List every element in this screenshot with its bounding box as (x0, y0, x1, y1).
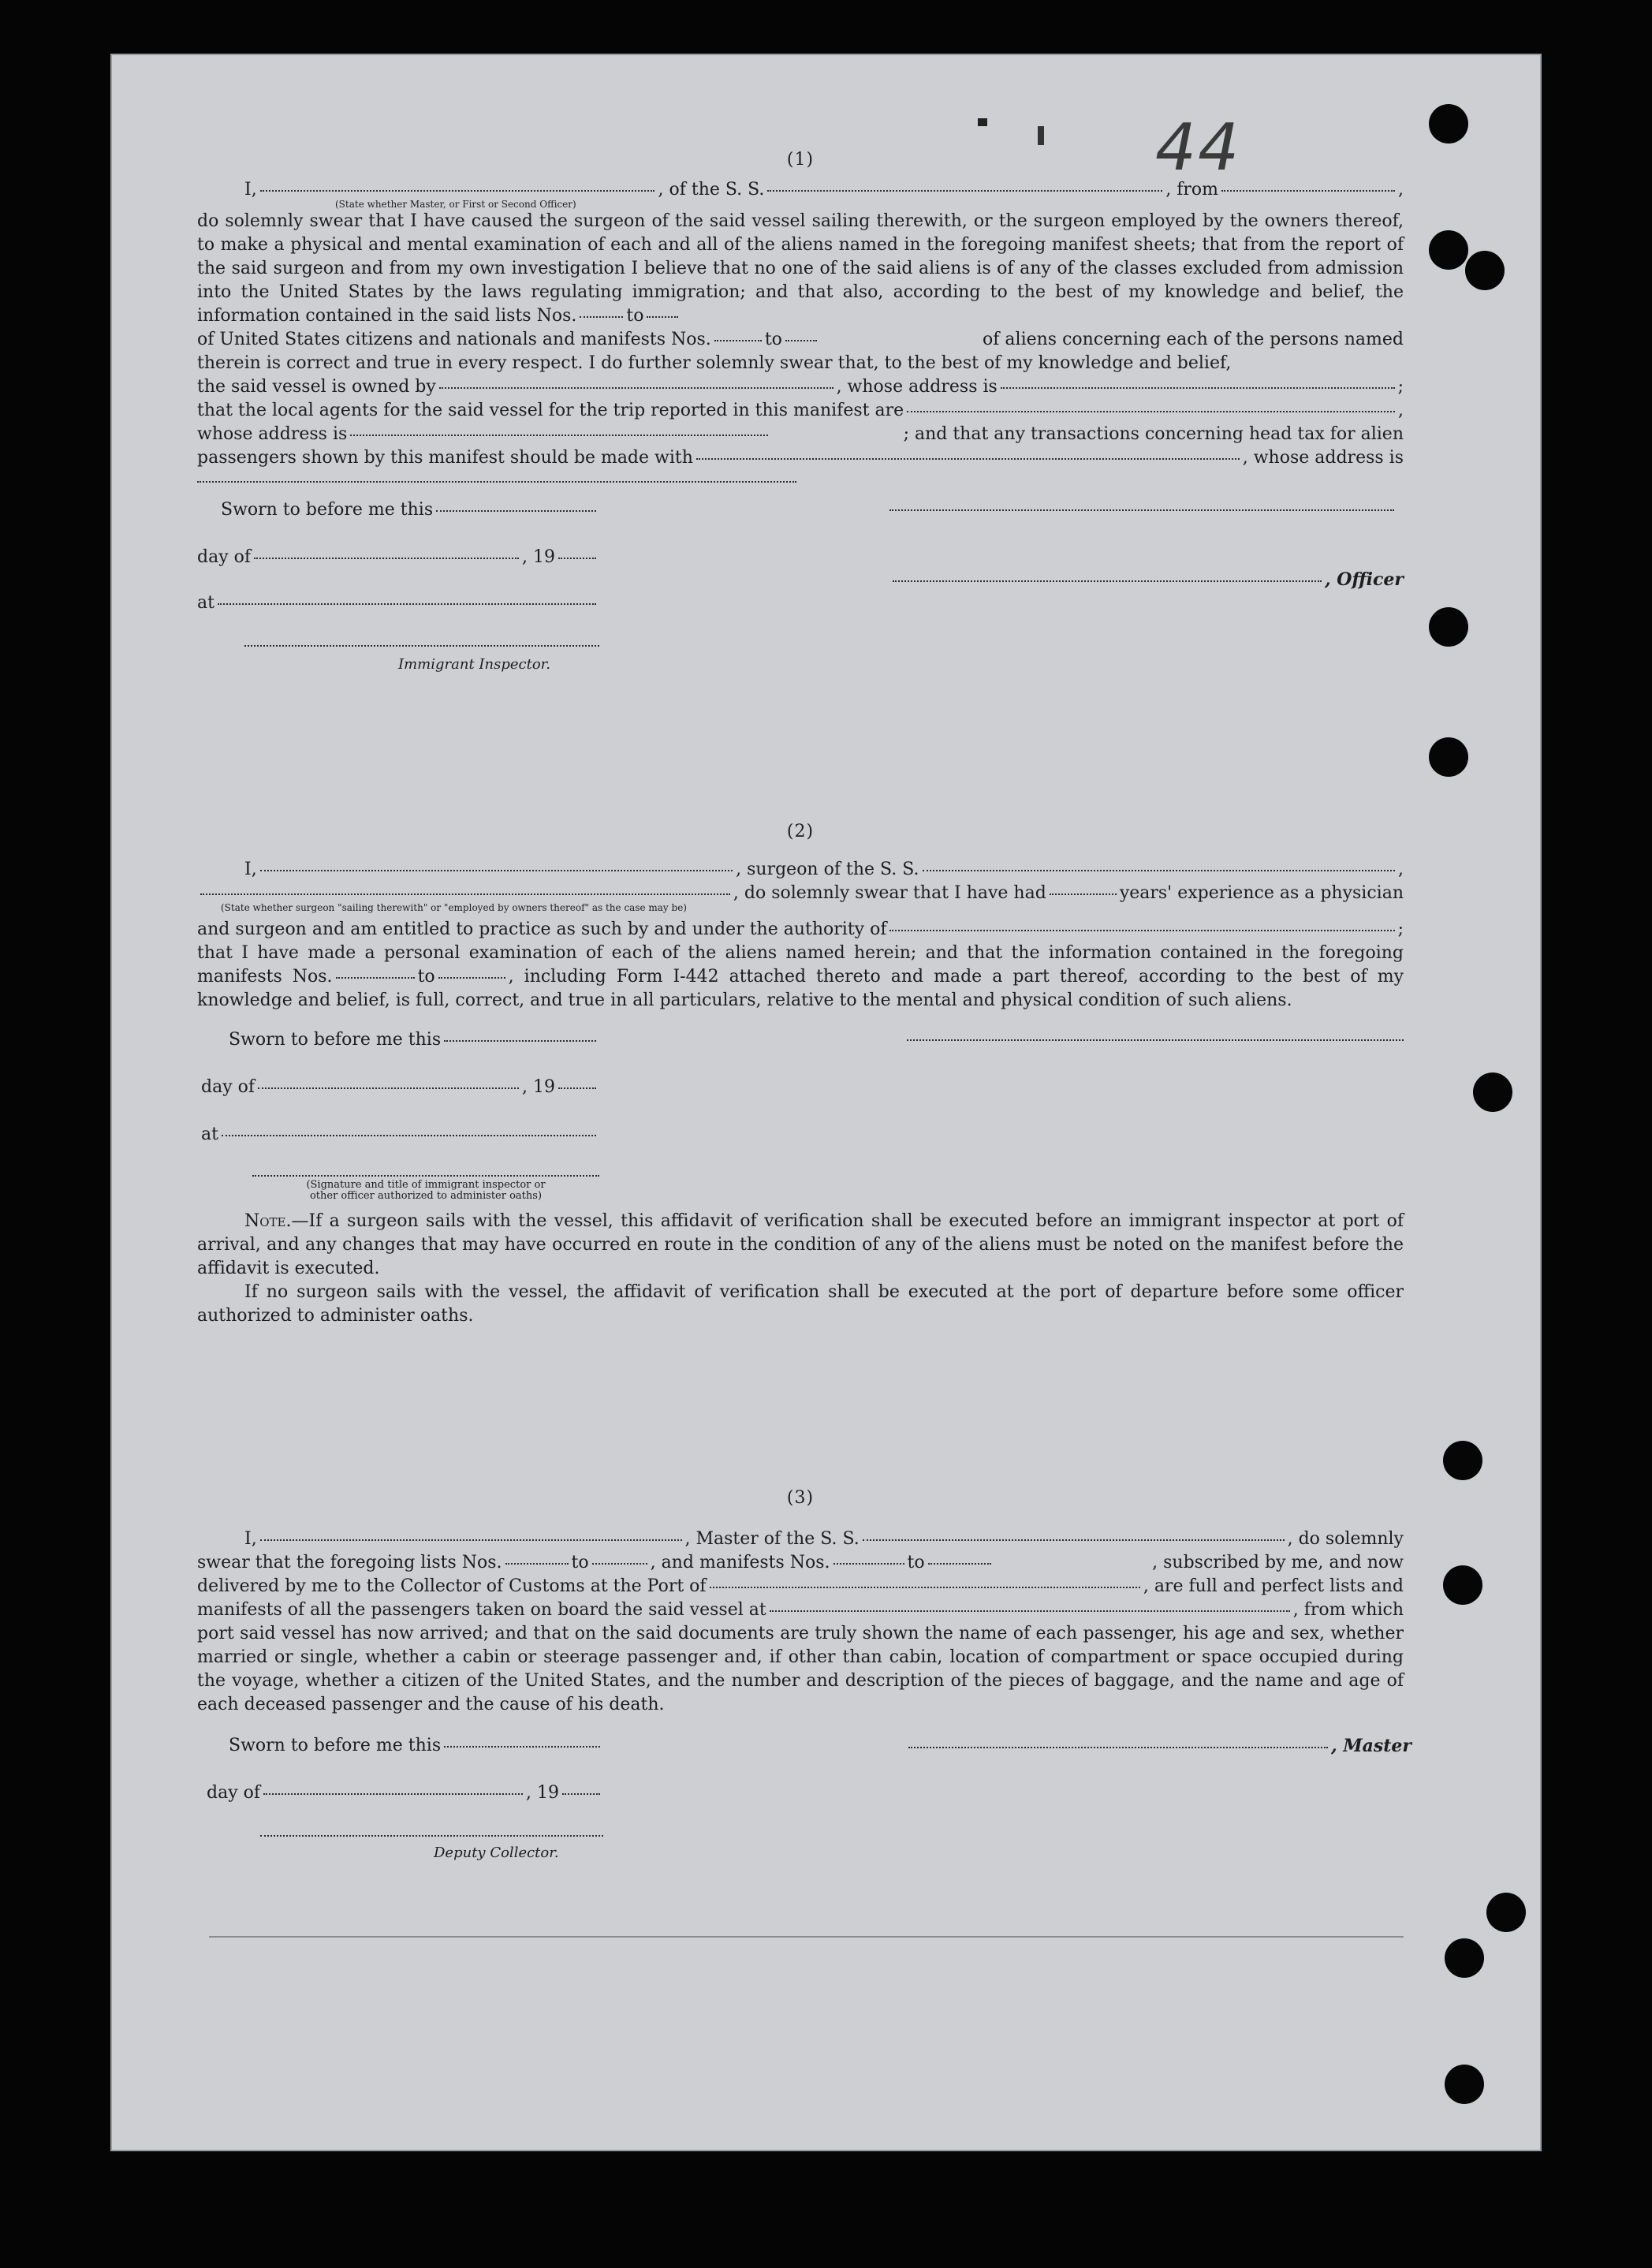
label-entitled: and surgeon and am entitled to practice as such by and under the authority of (197, 920, 887, 939)
note-paragraph (197, 1210, 1404, 1281)
owner-address-field[interactable] (1001, 387, 1395, 389)
label-from-which: , from which (1292, 1600, 1404, 1620)
master-vessel-field[interactable] (863, 1539, 1285, 1541)
label-do-solemnly: , do solemnly (1287, 1529, 1404, 1549)
head-tax-address-field[interactable] (197, 470, 796, 483)
lists-line (197, 1551, 1404, 1575)
inspector-signature-field[interactable] (244, 645, 599, 647)
section-number: (1) (786, 150, 815, 170)
signature-note-line: other officer authorized to administer oaths) (309, 1190, 543, 1202)
label-surgeon-of: , surgeon of the S. S. (736, 860, 919, 879)
year-field[interactable] (558, 558, 596, 559)
label-sworn: Sworn to before me this (229, 1030, 442, 1050)
label-delivered: delivered by me to the Collector of Customs at the Port of (197, 1576, 707, 1596)
sworn-place-field[interactable] (218, 603, 596, 605)
local-agents-field[interactable] (907, 411, 1395, 412)
officer-note: (State whether Master, or First or Second Officer) (335, 199, 576, 210)
manifests-from-field[interactable] (336, 977, 415, 979)
signature-note-line: (Signature and title of immigrant inspector or (306, 1179, 546, 1191)
years-field[interactable] (1050, 893, 1117, 895)
sworn-day-field[interactable] (436, 510, 596, 512)
note-label: Note. (244, 1211, 292, 1231)
punch-hole (1486, 1893, 1526, 1932)
surgeon-vessel-field[interactable] (923, 870, 1395, 871)
surgeon-line: I, , surgeon of the S. S. , (197, 858, 1404, 882)
label-us-citizens: of United States citizens and nationals and manifests Nos. (197, 330, 711, 349)
label-to: to (417, 967, 435, 987)
label-to: to (907, 1553, 925, 1572)
officer-title-field[interactable] (893, 580, 1322, 582)
label-day-of: day of (197, 547, 252, 567)
lists-to-field[interactable] (647, 316, 678, 318)
label-immigrant-inspector: Immigrant Inspector. (398, 656, 551, 673)
agents-line: that the local agents for the said vessel for the trip reported in this manifest are , (197, 399, 1404, 423)
label-sworn: Sworn to before me this (221, 500, 434, 520)
affidavit-section-2 (197, 820, 1404, 1328)
note-text: —If a surgeon sails with the vessel, this affidavit of verification shall be executed before an immigrant inspector at port of arrival, and any changes that may have occurred en route in the condition of any of the aliens must be noted on the manifest before the affidavit is executed. (197, 1211, 1404, 1278)
agents-address-line (197, 423, 1404, 446)
from-port-field[interactable] (1221, 190, 1395, 192)
master-oath-text: port said vessel has now arrived; and that on the said documents are truly shown the name of each passenger, his age and sex, whether married or single, whether a cabin or steerage passenger and, if other than cabin, location of compartment or space occupied during the voyage, whether a citizen of the United States, and the number and description of the pieces of baggage, and the name and age of each deceased passenger and the cause of his death. (197, 1624, 1404, 1714)
section-number: (2) (786, 822, 815, 841)
punch-hole (1429, 104, 1468, 144)
manifests-line (197, 328, 1404, 352)
oath-text: do solemnly swear that I have caused the surgeon of the said vessel sailing therewith, or the surgeon employed by the owners thereof, to make a physical and mental examination of each and all of the aliens named in the foregoing manifest sheets; that from the report of the said surgeon and from my own investigation I believe that no one of the said aliens is of any of the classes excluded from admission into the United States by the laws regulating immigration; and that also, according to the best of my knowledge and belief, the information contained in the said lists Nos. (197, 211, 1404, 326)
bottom-rule (209, 1936, 1404, 1938)
lists-from-field[interactable] (580, 316, 623, 318)
label-officer: , Officer (1324, 569, 1404, 590)
therein-text: therein is correct and true in every respect. I do further solemnly swear that, to the best of my knowledge and belief, (197, 353, 1232, 373)
affidavit-section-1 (197, 148, 1404, 688)
affidavit-section-3 (197, 1487, 1411, 1876)
surgeon-oath-text: that I have made a personal examination of each of the aliens named herein; and that the information contained in the foregoing manifests Nos. (197, 943, 1404, 987)
label-19: , 19 (526, 1783, 559, 1803)
label-owned-by: the said vessel is owned by (197, 377, 436, 397)
label-deputy-collector: Deputy Collector. (434, 1845, 559, 1861)
label-swear-lists: swear that the foregoing lists Nos. (197, 1553, 502, 1572)
authority-field[interactable] (889, 930, 1394, 931)
master-signature-field[interactable] (908, 1747, 1328, 1748)
vessel-name-field[interactable] (767, 190, 1162, 192)
master-line (197, 1528, 1404, 1551)
port-field[interactable] (710, 1587, 1140, 1588)
label-master-of: , Master of the S. S. (684, 1529, 860, 1549)
officer-line: I, , of the S. S. , from , (197, 178, 1404, 202)
manifests-from-field[interactable] (714, 340, 762, 341)
sworn-day-field[interactable] (444, 1040, 596, 1042)
punch-hole (1445, 1938, 1484, 1978)
boarded-line (197, 1598, 1404, 1622)
manifests-to-field[interactable] (785, 340, 817, 341)
ink-mark (978, 118, 987, 126)
label-to: to (571, 1553, 589, 1572)
agents-address-field[interactable] (350, 435, 768, 436)
surgeon-signature-field[interactable] (907, 1039, 1404, 1041)
lists-to-field[interactable] (592, 1563, 647, 1565)
label-to: to (626, 306, 644, 326)
inspector-signature-field[interactable] (252, 1175, 599, 1177)
manifests-to-field[interactable] (928, 1563, 991, 1565)
departure-port-field[interactable] (770, 1610, 1290, 1612)
label-whose-address: , whose address is (1242, 448, 1404, 468)
signature-note (252, 1180, 599, 1202)
label-passengers: passengers shown by this manifest should be made with (197, 448, 693, 468)
officer-signature-field[interactable] (889, 509, 1394, 511)
officer-name-field[interactable] (260, 190, 655, 192)
delivered-line (197, 1575, 1404, 1598)
label-and-manifests: , and manifests Nos. (650, 1553, 830, 1572)
punch-hole (1429, 230, 1468, 270)
punch-hole (1443, 1565, 1482, 1605)
head-tax-party-field[interactable] (696, 458, 1240, 460)
label-full-perfect: , are full and perfect lists and (1143, 1576, 1404, 1596)
collector-signature-field[interactable] (260, 1835, 603, 1837)
label-whose-address: , whose address is (836, 377, 998, 397)
year-field[interactable] (558, 1087, 596, 1089)
label-day-of: day of (207, 1783, 261, 1803)
label-whose-address: whose address is (197, 424, 348, 444)
label-day-of: day of (201, 1077, 255, 1097)
label-of-ss: , of the S. S. (658, 180, 765, 200)
label-sworn: Sworn to before me this (229, 1736, 442, 1755)
ink-mark (1038, 126, 1044, 145)
surgeon-name-field[interactable] (260, 870, 733, 871)
sworn-place-field[interactable] (222, 1135, 596, 1136)
label-manifests-all: manifests of all the passengers taken on board the said vessel at (197, 1600, 766, 1620)
day-month-field[interactable] (254, 558, 519, 559)
punch-hole (1473, 1072, 1512, 1112)
year-field[interactable] (562, 1793, 600, 1795)
manifests-to-field[interactable] (438, 977, 505, 979)
label-19: , 19 (522, 547, 555, 567)
sworn-day-field[interactable] (444, 1746, 600, 1748)
label-years-experience: years' experience as a physician (1119, 883, 1404, 903)
label-i: I, (244, 1529, 257, 1549)
surgeon-oath-text-2: , including Form I-442 attached thereto and made a part thereof, according to the best of my knowledge and belief, is full, correct, and true in all particulars, relative to the mental and physical condition of such aliens. (197, 967, 1404, 1010)
punch-hole (1429, 607, 1468, 647)
label-from: , from (1165, 180, 1218, 200)
label-i: I, (244, 180, 257, 200)
punch-hole (1429, 737, 1468, 777)
label-to: to (764, 330, 782, 349)
section-number: (3) (786, 1488, 815, 1508)
authority-line: and surgeon and am entitled to practice as such by and under the authority of ; (197, 918, 1404, 942)
label-i: I, (244, 860, 257, 879)
punch-hole (1465, 251, 1505, 290)
label-local-agents: that the local agents for the said vessel for the trip reported in this manifest are (197, 401, 904, 420)
label-of-aliens: of aliens concerning each of the persons named (983, 330, 1404, 349)
label-subscribed: , subscribed by me, and now (1152, 1553, 1404, 1572)
day-month-field[interactable] (263, 1793, 523, 1795)
label-19: , 19 (522, 1077, 555, 1097)
surgeon-note: (State whether surgeon "sailing therewith" or "employed by owners thereof" as the case may be) (221, 902, 687, 913)
surgeon-status-field[interactable] (200, 893, 730, 895)
passengers-line (197, 446, 1404, 470)
punch-hole (1443, 1441, 1482, 1480)
manifests-from-field[interactable] (833, 1563, 904, 1565)
punch-hole (1445, 2065, 1484, 2104)
master-name-field[interactable] (260, 1539, 682, 1541)
note-paragraph-2: If no surgeon sails with the vessel, the affidavit of verification shall be executed at the port of departure before some officer authorized to administer oaths. (197, 1282, 1404, 1326)
label-at: at (201, 1125, 218, 1144)
owner-field[interactable] (439, 387, 833, 389)
lists-from-field[interactable] (505, 1563, 569, 1565)
label-swear-had: , do solemnly swear that I have had (733, 883, 1046, 903)
label-head-tax: ; and that any transactions concerning head tax for alien (903, 424, 1404, 444)
day-month-field[interactable] (258, 1087, 519, 1089)
folio-number: 44 (1155, 110, 1241, 185)
owner-line: the said vessel is owned by , whose address is ; (197, 375, 1404, 399)
label-at: at (197, 593, 214, 613)
label-master: , Master (1330, 1736, 1411, 1756)
